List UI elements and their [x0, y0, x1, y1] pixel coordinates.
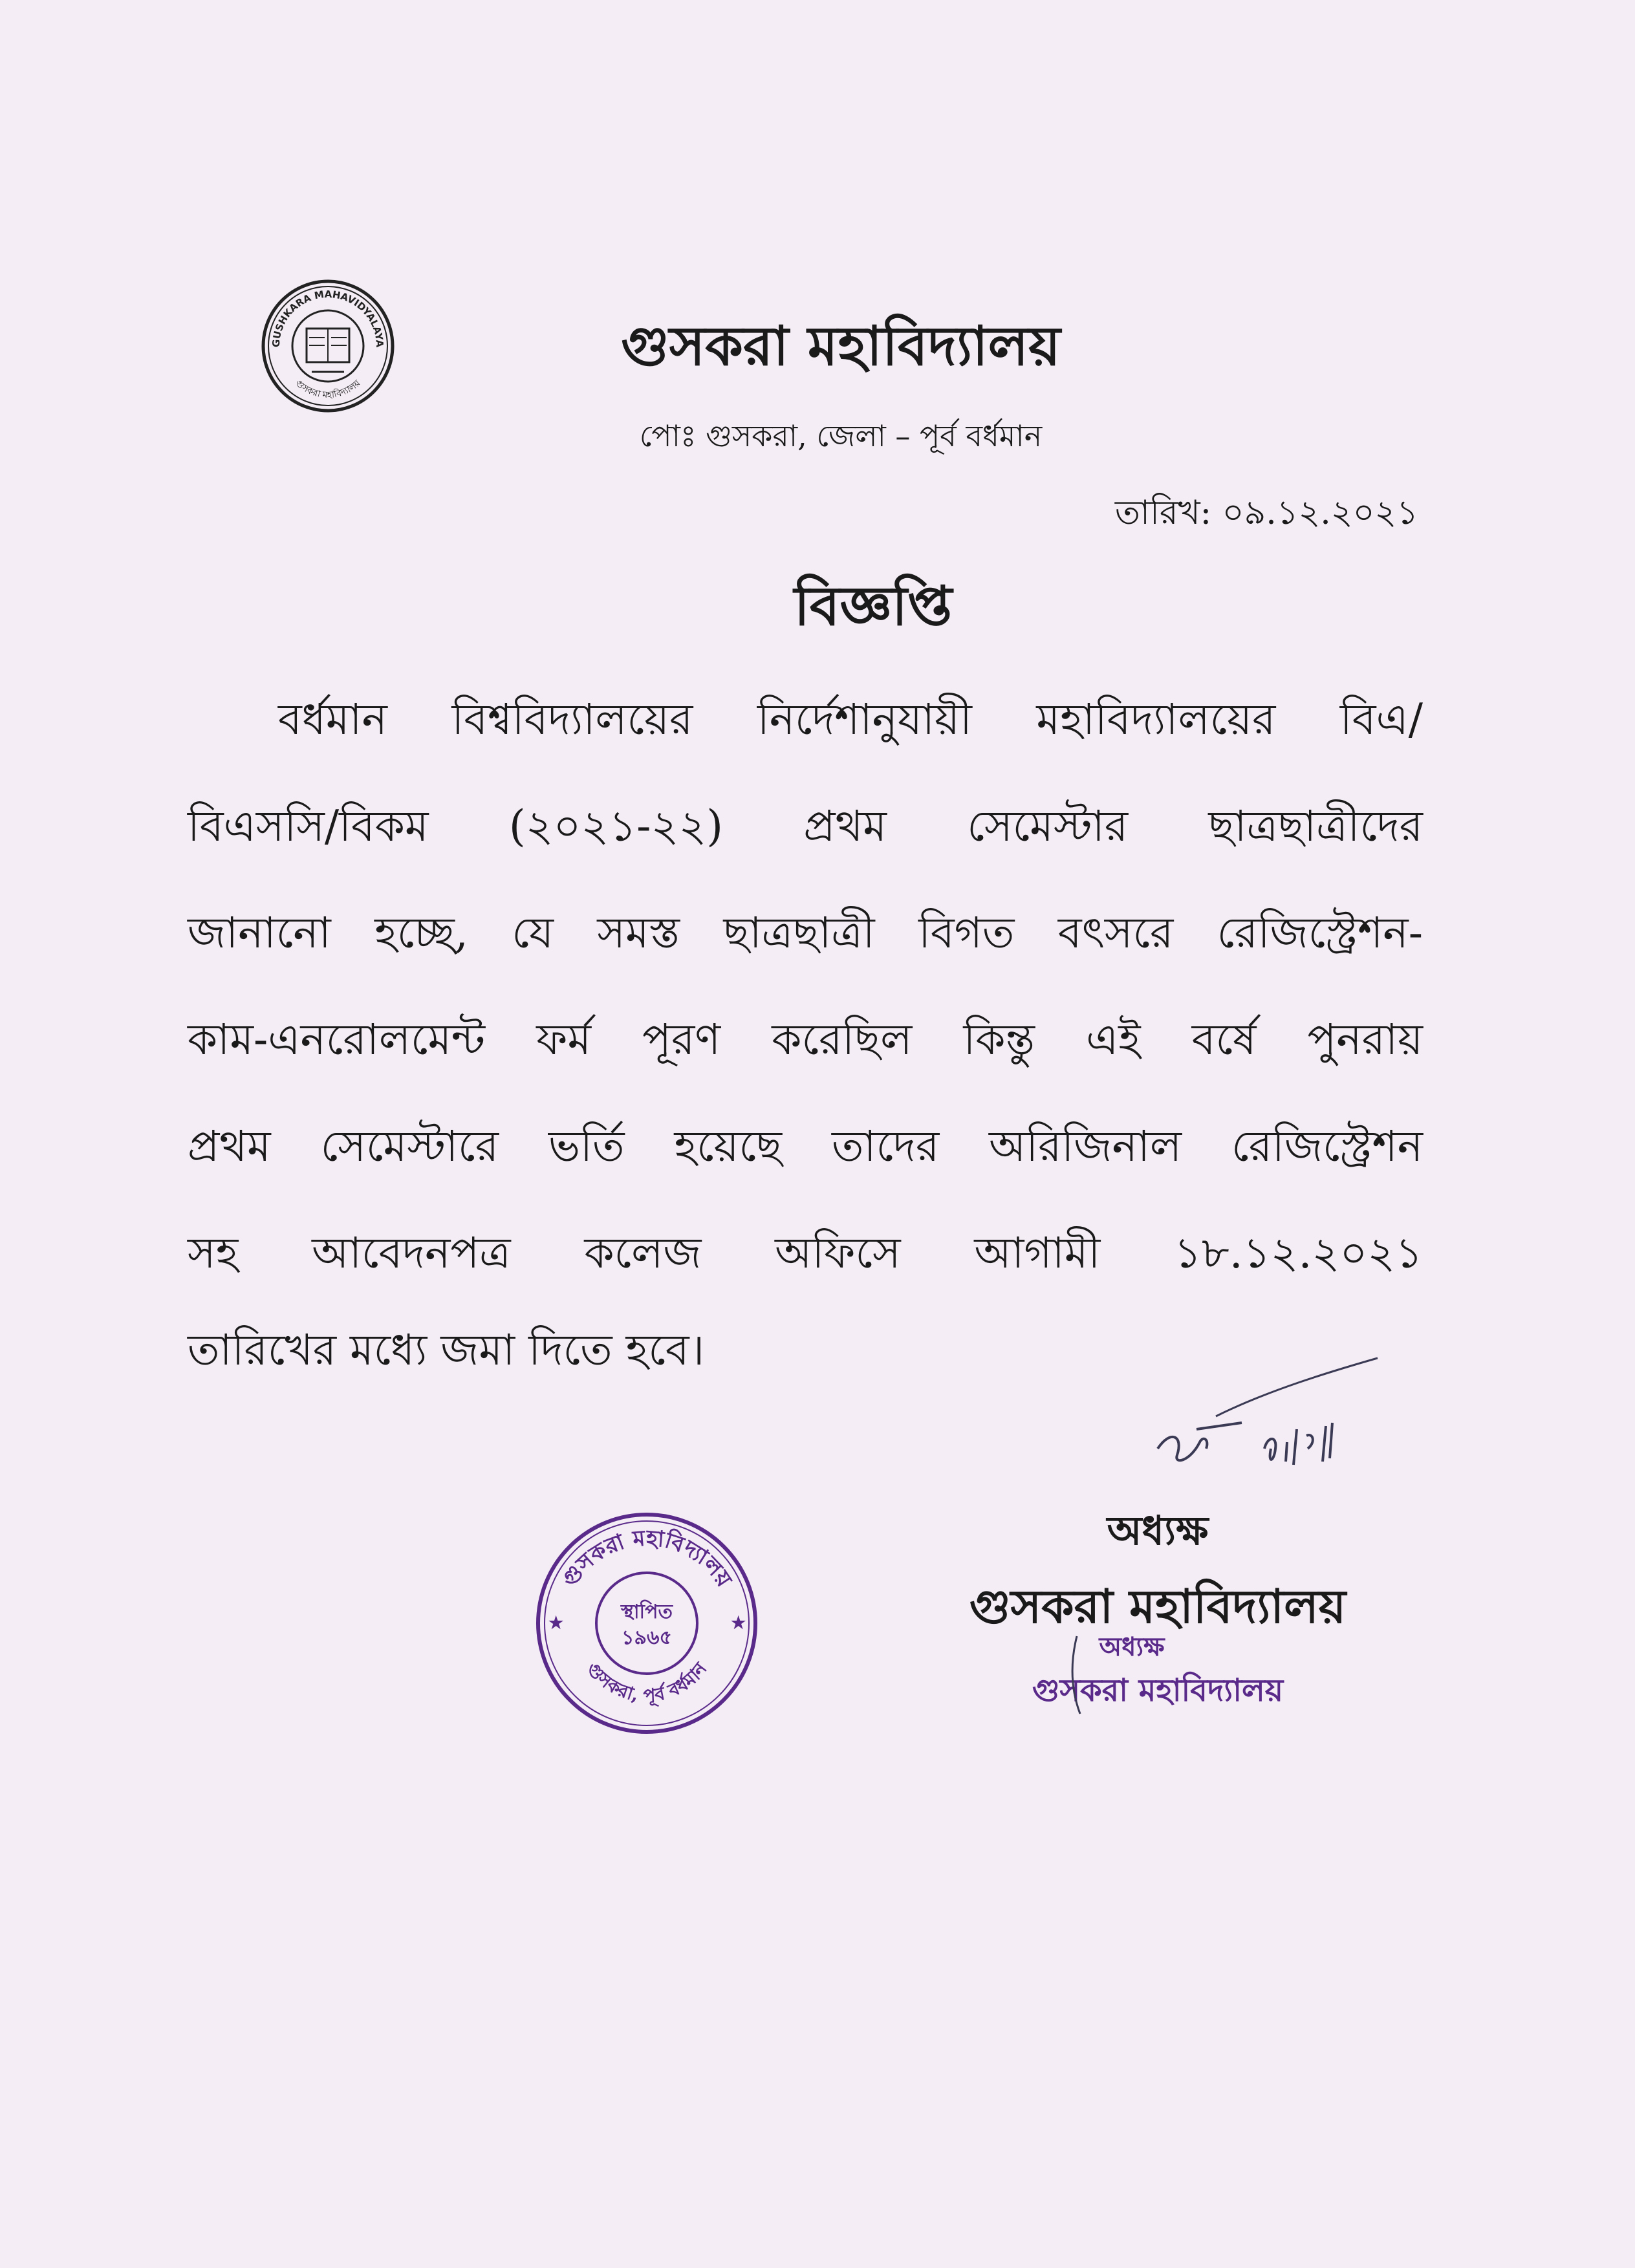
- college-title: গুসকরা মহাবিদ্যালয়: [621, 314, 1061, 378]
- seal-bottom-text: গুসকরা, পূর্ব বর্ধমান: [582, 1658, 711, 1707]
- handwritten-signature: [1138, 1352, 1397, 1520]
- notice-line-2: বিএসসি/বিকম (২০২১-২২) প্রথম সেমেস্টার ছাত্রছাত্রীদের: [188, 801, 1423, 851]
- principal-stamp-line2: গুসকরা মহাবিদ্যালয়: [1032, 1672, 1284, 1709]
- signatory-designation: অধ্যক্ষ: [1107, 1507, 1209, 1554]
- signatory-college: গুসকরা মহাবিদ্যালয়: [969, 1579, 1347, 1634]
- notice-line-3: জানানো হচ্ছে, যে সমস্ত ছাত্রছাত্রী বিগত বৎসরে রেজিস্ট্রেশন-: [188, 908, 1423, 958]
- principal-stamp-line1: অধ্যক্ষ: [1099, 1632, 1165, 1662]
- logo-bottom-text: গুসকরা মহাবিদ্যালয়: [293, 378, 363, 401]
- principal-stamp: [1009, 1623, 1306, 1720]
- seal-star-right: ★: [731, 1614, 746, 1633]
- notice-line-6: সহ আবেদনপত্র কলেজ অফিসে আগামী ১৮.১২.২০২১: [188, 1228, 1423, 1278]
- seal-outer-text: গুসকরা মহাবিদ্যালয়: [556, 1525, 737, 1592]
- logo-top-text: GUSHKARA MAHAVIDYALAYA: [270, 288, 386, 348]
- college-address: পোঃ গুসকরা, জেলা – পূর্ব বর্ধমান: [639, 418, 1043, 453]
- college-logo: [260, 278, 396, 414]
- notice-date: তারিখ: ০৯.১২.২০২১: [1114, 493, 1418, 532]
- seal-inner-text-1: স্থাপিত: [620, 1601, 673, 1623]
- notice-heading: বিজ্ঞপ্তি: [794, 574, 953, 638]
- notice-line-5: প্রথম সেমেস্টারে ভর্তি হয়েছে তাদের অরিজিনাল রেজিস্ট্রেশন: [188, 1121, 1423, 1171]
- notice-line-7: তারিখের মধ্যে জমা দিতে হবে।: [188, 1325, 705, 1375]
- college-round-stamp: [530, 1507, 763, 1740]
- notice-line-4: কাম-এনরোলমেন্ট ফর্ম পূরণ করেছিল কিন্তু এই বর্ষে পুনরায়: [188, 1015, 1423, 1064]
- svg-text:গুসকরা, পূর্ব বর্ধমান: [582, 1658, 711, 1708]
- notice-line-1: বর্ধমান বিশ্ববিদ্যালয়ের নির্দেশানুযায়ী মহাবিদ্যালয়ের বিএ/: [278, 695, 1423, 744]
- seal-star-left: ★: [548, 1614, 564, 1633]
- seal-inner-text-2: ১৯৬৫: [622, 1626, 672, 1649]
